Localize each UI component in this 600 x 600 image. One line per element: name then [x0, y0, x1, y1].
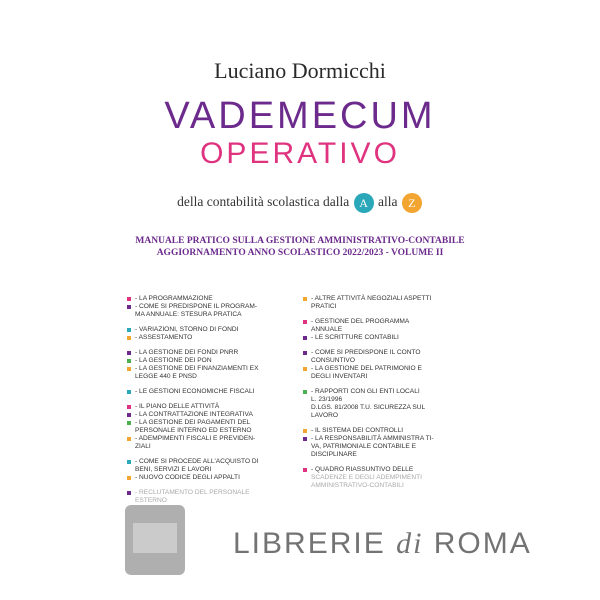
spacer	[127, 319, 292, 326]
title-vademecum: VADEMECUM	[164, 95, 436, 137]
topic-item: - ALTRE ATTIVITÀ NEGOZIALI ASPETTI	[303, 295, 468, 303]
topic-item: - COME SI PREDISPONE IL PROGRAM-	[127, 303, 292, 311]
topic-item: - GESTIONE DEL PROGRAMMA	[303, 318, 468, 326]
manual-line-2: AGGIORNAMENTO ANNO SCOLASTICO 2022/2023 - VOLUME II	[156, 248, 444, 258]
spacer	[303, 342, 468, 349]
bullet-square-icon	[303, 437, 307, 441]
topic-item: ESTERNO	[135, 497, 167, 504]
bullet-square-icon	[127, 297, 131, 301]
topic-item: - QUADRO RIASSUNTIVO DELLE	[303, 466, 468, 474]
bullet-square-icon	[127, 351, 131, 355]
bullet-square-icon	[127, 476, 131, 480]
bullet-square-icon	[127, 405, 131, 409]
bullet-square-icon	[303, 390, 307, 394]
topic-item: - LA PROGRAMMAZIONE	[127, 295, 292, 303]
topic-item: - ASSESTAMENTO	[127, 334, 292, 342]
topic-item: - RAPPORTI CON GLI ENTI LOCALI	[303, 388, 468, 396]
watermark-text	[233, 527, 532, 561]
topic-item: - IL SISTEMA DEI CONTROLLI	[303, 427, 468, 435]
bullet-square-icon	[127, 336, 131, 340]
topic-item: - COME SI PROCEDE ALL'ACQUISTO DI	[127, 458, 292, 466]
letter-a-badge: A	[354, 193, 374, 213]
bullet-square-icon	[127, 359, 131, 363]
topic-item: - RECLUTAMENTO DEL PERSONALE	[127, 489, 292, 497]
topic-item: - LE SCRITTURE CONTABILI	[303, 334, 468, 342]
spacer	[127, 342, 292, 349]
topic-item: - COME SI PREDISPONE IL CONTO	[303, 349, 468, 357]
bullet-square-icon	[303, 468, 307, 472]
topic-item: - IL PIANO DELLE ATTIVITÀ	[127, 403, 292, 411]
bullet-square-icon	[127, 491, 131, 495]
topic-item: - NUOVO CODICE DEGLI APPALTI	[127, 474, 292, 482]
spacer	[127, 396, 292, 403]
bullet-square-icon	[303, 429, 307, 433]
topic-item: L. 23/1996	[311, 396, 343, 403]
manual-description	[95, 235, 505, 259]
topic-item: LAVORO	[311, 412, 338, 419]
bullet-square-icon	[127, 421, 131, 425]
watermark-roma: ROMA	[433, 527, 532, 560]
topic-item: MA ANNUALE: STESURA PRATICA	[135, 311, 242, 318]
topic-item: - LA GESTIONE DEI PON	[127, 357, 292, 365]
manual-line-1: MANUALE PRATICO SULLA GESTIONE AMMINISTRATIVO-CONTABILE	[135, 236, 465, 246]
topic-item: - LA GESTIONE DEL PATRIMONIO E	[303, 365, 468, 373]
topic-item: - LA CONTRATTAZIONE INTEGRATIVA	[127, 411, 292, 419]
topic-item: SCADENZE E DEGLI ADEMPIMENTI	[311, 474, 423, 481]
author-name: Luciano Dormicchi	[214, 58, 386, 83]
spacer	[127, 451, 292, 458]
topics-left-column	[127, 295, 292, 505]
bullet-square-icon	[127, 305, 131, 309]
typewriter-icon	[125, 505, 185, 575]
spacer	[127, 482, 292, 489]
bullet-square-icon	[127, 460, 131, 464]
bullet-square-icon	[303, 351, 307, 355]
topic-item: ANNUALE	[311, 326, 343, 333]
bullet-square-icon	[127, 390, 131, 394]
topic-item: DEGLI INVENTARI	[311, 373, 368, 380]
topic-item: PERSONALE INTERNO ED ESTERNO	[135, 427, 252, 434]
spacer	[303, 420, 468, 427]
topic-item: LEGGE 440 E PNSD	[135, 373, 197, 380]
topic-item: BENI, SERVIZI E LAVORI	[135, 466, 212, 473]
topic-item: - LE GESTIONI ECONOMICHE FISCALI	[127, 388, 292, 396]
topic-item: PRATICI	[311, 303, 337, 310]
topic-item: - LA GESTIONE DEI FONDI PNRR	[127, 349, 292, 357]
bullet-square-icon	[303, 297, 307, 301]
bullet-square-icon	[303, 367, 307, 371]
bullet-square-icon	[127, 367, 131, 371]
topic-item: AMMINISTRATIVO-CONTABILI	[311, 482, 404, 489]
topic-item: D.LGS. 81/2008 T.U. SICUREZZA SUL	[311, 404, 426, 411]
topic-item: - LA GESTIONE DEI PAGAMENTI DEL	[127, 419, 292, 427]
bullet-square-icon	[303, 336, 307, 340]
watermark-librerie: LIBRERIE	[233, 527, 386, 560]
topic-item: - LA RESPONSABILITÀ AMMINISTRA TI-	[303, 435, 468, 443]
topic-item: ZIALI	[135, 443, 151, 450]
topic-item: DISCIPLINARE	[311, 451, 357, 458]
spacer	[303, 459, 468, 466]
librerie-di-roma-watermark	[125, 505, 532, 580]
spacer	[303, 381, 468, 388]
bullet-square-icon	[127, 413, 131, 417]
title-operativo: OPERATIVO	[200, 137, 400, 170]
bullet-square-icon	[127, 328, 131, 332]
topic-item: - VARIAZIONI, STORNO DI FONDI	[127, 326, 292, 334]
subtitle-connector: alla	[377, 194, 398, 210]
topic-item: CONSUNTIVO	[311, 357, 355, 364]
bullet-square-icon	[303, 320, 307, 324]
watermark-di: di	[396, 527, 424, 560]
topic-item: - ADEMPIMENTI FISCALI E PREVIDEN-	[127, 435, 292, 443]
topics-right-column	[303, 295, 468, 490]
letter-z-badge: Z	[402, 193, 422, 213]
topic-item: - LA GESTIONE DEI FINANZIAMENTI EX	[127, 365, 292, 373]
bullet-square-icon	[127, 437, 131, 441]
topic-item: VA, PATRIMONIALE CONTABILE E	[311, 443, 417, 450]
spacer	[127, 381, 292, 388]
subtitle-text: della contabilità scolastica dalla	[177, 194, 350, 210]
subtitle	[95, 193, 505, 213]
spacer	[303, 311, 468, 318]
